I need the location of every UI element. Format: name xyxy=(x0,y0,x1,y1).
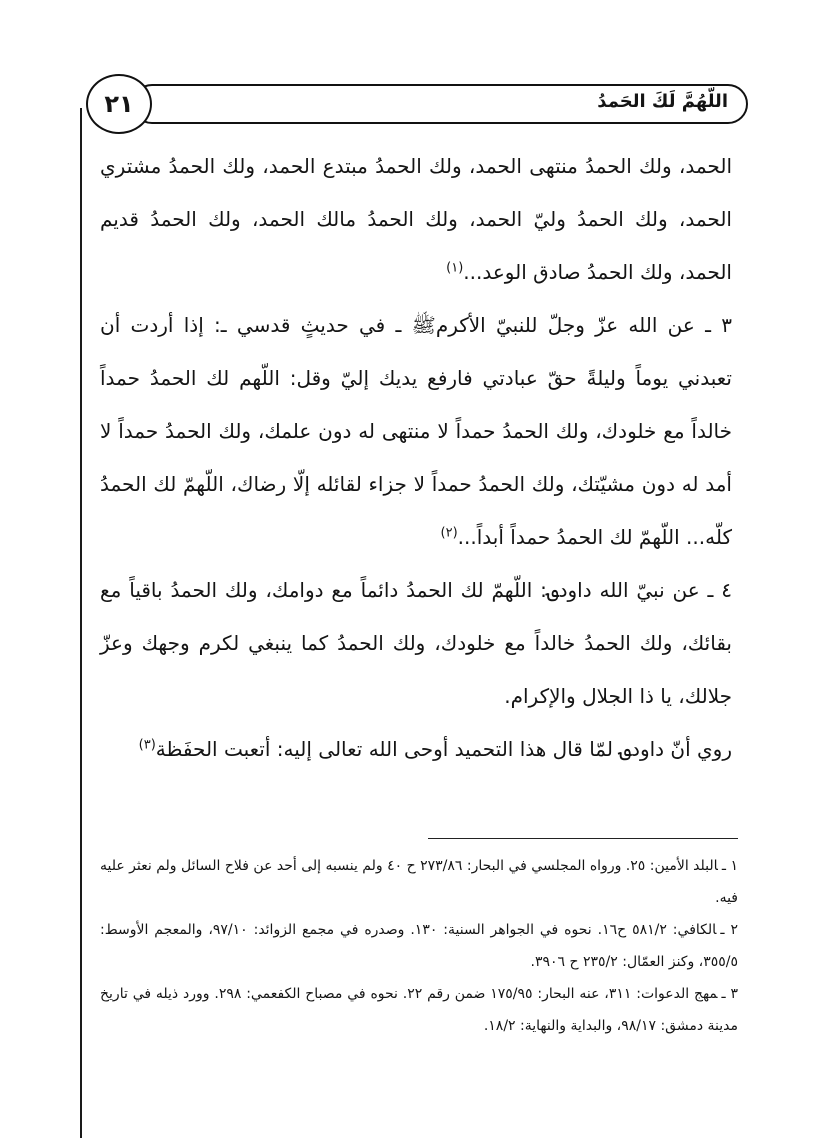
main-text xyxy=(100,140,732,776)
paragraph-1-text: الحمد، ولك الحمدُ منتهى الحمد، ولك الحمدُ مبتدع الحمد، ولك الحمدُ مشتري الحمد، ولك الحمدُ وليّ الحمد، ولك الحمدُ مالك الحمد، ولك الحمدُ قديم الحمد، ولك الحمدُ صادق الوعد... xyxy=(100,154,732,284)
footnote-text: الكافي: ٥٨١/٢ ح١٦. نحوه في الجواهر السنية: ١٣٠. وصدره في مجمع الزوائد: ٩٧/١٠، والمعجم الأوسط: ٣٥٥/٥، وكنز العمّال: ٢٣٥/٢ ح ٣٩٠٦. xyxy=(100,922,738,970)
footnote-number: ١ ـ xyxy=(721,858,739,874)
paragraph-4-text: روي أنّ داود؈ لمّا قال هذا التحميد أوحى الله تعالى إليه: أتعبت الحفَظة xyxy=(155,737,732,761)
footnote-ref-2: (٢) xyxy=(440,525,458,541)
footnote-text: البلد الأمين: ٢٥. ورواه المجلسي في البحار: ٢٧٣/٨٦ ح ٤٠ ولم ينسبه إلى أحد عن فلاح السائل ولم نعثر عليه فيه. xyxy=(100,858,738,906)
running-header xyxy=(132,84,748,124)
footnote-2 xyxy=(100,914,738,978)
footnote-number: ٣ ـ xyxy=(721,986,738,1002)
paragraph-4 xyxy=(100,723,732,776)
page-number: ٢١ xyxy=(86,74,152,134)
footnote-ref-1: (١) xyxy=(446,260,464,276)
paragraph-3 xyxy=(100,564,732,723)
footnote-1 xyxy=(100,850,738,914)
footnote-text: مهج الدعوات: ٣١١، عنه البحار: ١٧٥/٩٥ ضمن رقم ٢٢. نحوه في مصباح الكفعمي: ٢٩٨. وورد ذيله في تاريخ مدينة دمشق: ٩٨/١٧، والبداية والنهاية: ١٨/٢. xyxy=(100,986,738,1034)
footnote-3 xyxy=(100,978,738,1042)
page-margin-line xyxy=(80,108,82,1138)
running-header-title: اللّهُمَّ لَكَ الحَمدُ xyxy=(597,91,728,112)
paragraph-2-text: ٣ ـ عن الله عزّ وجلّ للنبيّ الأكرمﷺ ـ في حديثٍ قدسي ـ: إذا أردت أن تعبدني يوماً وليلةً حقّ عبادتي فارفع يديك إليّ وقل: اللّهم لك الحمدُ حمداً خالداً مع خلودك، ولك الحمدُ حمداً لا منتهى له دون علمك، ولك الحمدُ حمداً لا أمد له دون مشيّتك، ولك الحمدُ حمداً لا جزاء لقائله إلّا رضاك، اللّهمّ لك الحمدُ كلّه... اللّهمّ لك الحمدُ حمداً أبداً... xyxy=(100,313,732,549)
paragraph-3-text: ٤ ـ عن نبيّ الله داود؈: اللّهمّ لك الحمدُ دائماً مع دوامك، ولك الحمدُ باقياً مع بقائك، ولك الحمدُ خالداً مع خلودك، ولك الحمدُ كما ينبغي لكرم وجهك وعزّ جلالك، يا ذا الجلال والإكرام. xyxy=(100,578,732,708)
footnote-separator xyxy=(428,838,738,839)
footnote-number: ٢ ـ xyxy=(720,922,738,938)
paragraph-2 xyxy=(100,299,732,564)
footnote-ref-3: (٣) xyxy=(138,737,156,753)
footnotes xyxy=(100,850,738,1042)
paragraph-1 xyxy=(100,140,732,299)
